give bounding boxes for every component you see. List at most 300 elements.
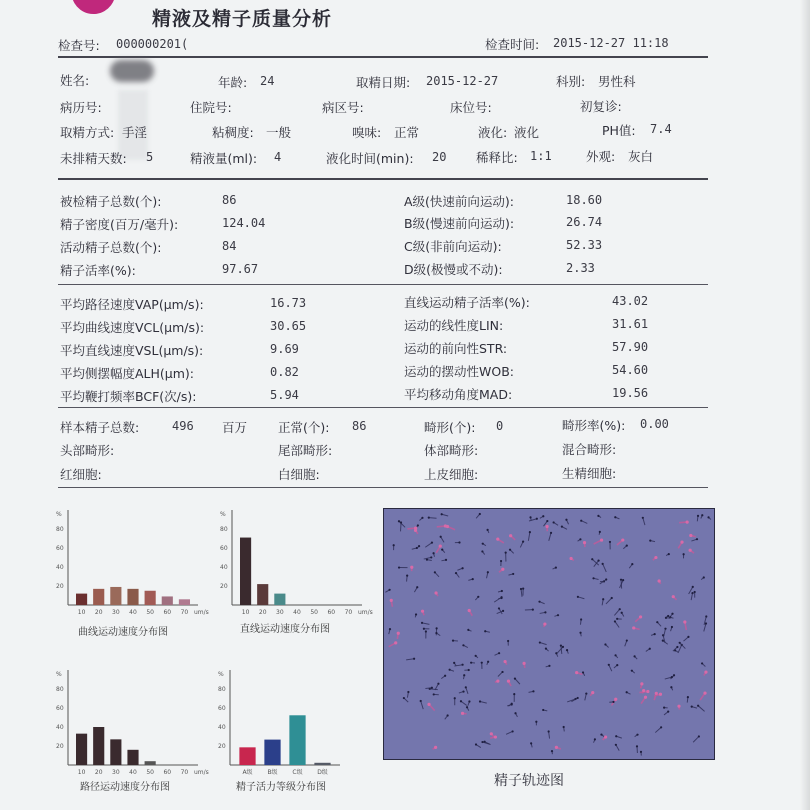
wbc-label: 白细胞: (278, 467, 320, 482)
liquefy-value: 液化 (514, 125, 540, 140)
kin-label-mad: 平均移动角度MAD: (404, 387, 513, 402)
sperm-cell (427, 703, 430, 706)
sperm-cell (420, 700, 422, 702)
sperm-cell (428, 517, 430, 519)
sperm-cell (522, 662, 525, 665)
chart-0-title: 曲线运动速度分布图 (78, 627, 168, 638)
sperm-cell (611, 597, 613, 599)
sperm-cell (445, 559, 447, 561)
sperm-cell (612, 701, 614, 703)
sperm-cell (482, 543, 484, 545)
sperm-cell (605, 578, 607, 580)
sperm-cell (632, 626, 635, 629)
sperm-cell (665, 617, 667, 619)
dilution-value: 1:1 (530, 149, 552, 163)
sperm-cell (484, 630, 486, 632)
chart-3-bar-3 (314, 763, 330, 765)
sperm-cell (614, 698, 617, 701)
sperm-cell (600, 733, 602, 735)
sperm-cell (421, 622, 423, 624)
normal-value: 86 (352, 419, 367, 433)
kin-label-alh: 平均侧摆幅度ALH(μm): (60, 366, 195, 381)
sperm-track (401, 523, 402, 532)
sperm-cell (433, 693, 435, 695)
sperm-cell (619, 608, 621, 610)
count-label-1: 精子密度(百万/毫升): (60, 217, 179, 232)
sperm-cell (626, 691, 628, 693)
sperm-cell (413, 658, 415, 660)
rbc-label: 红细胞: (60, 467, 102, 482)
sperm-cell (570, 557, 573, 560)
sperm-cell (579, 538, 581, 540)
sperm-cell (393, 544, 395, 546)
sperm-cell (579, 632, 581, 634)
chart-0-bar-4 (145, 591, 156, 605)
chart-2-xtick: 50 (146, 769, 154, 776)
chart-2-ytick: 60 (56, 705, 64, 712)
sperm-cell (475, 655, 477, 657)
sperm-cell (407, 691, 409, 693)
sperm-cell (479, 513, 481, 515)
kin-label-str: 运动的前向性STR: (404, 341, 508, 356)
sperm-cell (501, 568, 504, 571)
sperm-cell (577, 596, 579, 598)
sperm-cell (686, 520, 689, 523)
body-abnormal-label: 体部畸形: (424, 443, 479, 458)
sperm-cell (512, 573, 514, 575)
count-value-0: 86 (222, 193, 237, 207)
sperm-cell (500, 560, 502, 562)
sperm-cell (616, 664, 618, 666)
sperm-cell (614, 654, 616, 656)
sperm-cell (649, 648, 651, 650)
sperm-cell (557, 614, 559, 616)
sperm-cell (434, 746, 437, 749)
sperm-cell (514, 678, 516, 680)
chart-0-xtick: 50 (146, 609, 154, 616)
sperm-cell (660, 726, 662, 728)
sperm-cell (454, 697, 456, 699)
chart-0-bar-0 (76, 594, 87, 605)
chart-1-ytick: 20 (220, 583, 228, 590)
sperm-cell (692, 586, 694, 588)
ward-no-label: 病区号: (322, 100, 364, 115)
sperm-cell (577, 697, 579, 699)
chart-1-ytick: 80 (220, 526, 228, 533)
sperm-cell (580, 618, 582, 620)
chart-0-ylabel: % (56, 511, 62, 518)
sperm-cell (509, 534, 512, 537)
sperm-cell (421, 610, 424, 613)
sperm-cell (687, 636, 689, 638)
volume-value: 4 (274, 150, 282, 164)
kin-label-linear-rate: 直线运动精子活率(%): (404, 295, 530, 310)
sperm-cell (487, 571, 489, 573)
sperm-cell (696, 538, 698, 540)
sperm-cell (609, 541, 611, 543)
kin-label-vap: 平均路径速度VAP(μm/s): (60, 297, 204, 312)
sperm-cell (591, 691, 594, 694)
sperm-cell (481, 550, 483, 552)
chart-2-xtick: 30 (112, 769, 120, 776)
sperm-cell (551, 750, 553, 752)
sperm-cell (602, 563, 604, 565)
chart-2-ytick: 40 (56, 724, 64, 731)
sperm-cell (461, 712, 464, 715)
sperm-cell (406, 575, 408, 577)
sperm-cell (434, 591, 437, 594)
sperm-cell (418, 545, 420, 547)
sperm-cell (668, 553, 670, 555)
chart-3-ytick: 20 (218, 743, 226, 750)
sperm-cell (511, 703, 513, 705)
sperm-cell (667, 615, 669, 617)
volume-label: 精液量(ml): (190, 151, 258, 166)
sperm-cell (626, 639, 628, 641)
dept-value: 男性科 (598, 74, 636, 89)
sperm-cell (594, 738, 596, 740)
sperm-cell (646, 690, 649, 693)
count-label-3: 精子活率(%): (60, 263, 136, 278)
sperm-cell (490, 732, 493, 735)
sperm-cell (597, 515, 599, 517)
grade-value-b: 26.74 (566, 215, 603, 229)
chart-2-xtick: 10 (77, 769, 86, 776)
sperm-cell (621, 612, 623, 614)
sperm-cell (481, 741, 483, 743)
chart-1-ytick: 60 (220, 545, 228, 552)
age-label: 年龄: (218, 75, 248, 90)
sperm-cell (509, 549, 511, 551)
sperm-cell (390, 599, 393, 602)
sperm-cell (701, 514, 703, 516)
sperm-cell (468, 669, 470, 671)
sample-total-value: 496 (172, 419, 194, 433)
sperm-cell (532, 690, 534, 692)
sperm-cell (704, 671, 707, 674)
sperm-cell (539, 641, 541, 643)
chart-1-xtick: 10 (241, 609, 250, 616)
grade-value-d: 2.33 (566, 261, 595, 275)
grade-label-d: D级(极慢或不动): (404, 262, 503, 277)
sperm-cell (498, 607, 500, 609)
abstain-days-label: 未排精天数: (60, 151, 127, 166)
method-label: 取精方式: (60, 125, 115, 140)
sperm-cell (633, 655, 635, 657)
sperm-cell (545, 647, 547, 649)
sperm-cell (532, 609, 534, 611)
sperm-cell (529, 516, 531, 518)
sperm-cell (599, 531, 601, 533)
record-no-label: 病历号: (60, 100, 102, 115)
sperm-cell (658, 579, 661, 582)
sperm-cell (538, 601, 540, 603)
sperm-cell (553, 521, 555, 523)
sperm-cell (694, 591, 696, 593)
sperm-cell (398, 520, 400, 522)
kin-value-vsl: 9.69 (270, 342, 299, 356)
appearance-label: 外观: (586, 149, 616, 164)
sperm-cell (616, 618, 618, 620)
sperm-cell (449, 669, 451, 671)
liquefy-label: 液化: (478, 125, 508, 140)
chart-3-title: 精子活力等级分布图 (236, 782, 326, 793)
chart-2-bar-1 (93, 727, 104, 765)
sperm-cell (505, 552, 507, 554)
sperm-cell (465, 686, 467, 688)
sperm-cell (496, 680, 499, 683)
kin-value-lin: 31.61 (612, 317, 649, 331)
sperm-cell (580, 520, 582, 522)
sperm-cell (415, 613, 417, 615)
count-label-0: 被检精子总数(个): (60, 194, 162, 209)
chart-0-xtick: 70 (180, 609, 189, 616)
chart-3-xtick: A级 (242, 769, 253, 776)
count-value-3: 97.67 (222, 262, 259, 276)
sperm-cell (548, 730, 550, 732)
dilution-label: 稀释比: (476, 150, 518, 165)
exam-no-label: 检查号: (58, 38, 100, 53)
sperm-cell (502, 610, 504, 612)
sperm-cell (421, 517, 423, 519)
kin-value-str: 57.90 (612, 340, 649, 354)
kin-label-vcl: 平均曲线速度VCL(μm/s): (60, 320, 205, 335)
sperm-cell (522, 540, 524, 542)
abnormal-label: 畸形(个): (424, 420, 476, 435)
bed-no-label: 床位号: (450, 100, 492, 115)
sperm-cell (703, 576, 705, 578)
sperm-cell (436, 627, 438, 629)
sperm-cell (701, 662, 703, 664)
sample-unit: 百万 (222, 420, 248, 435)
grade-value-c: 52.33 (566, 238, 603, 252)
sperm-cell (529, 531, 531, 533)
sperm-cell (530, 742, 532, 744)
sperm-cell (608, 664, 610, 666)
sperm-cell (639, 615, 642, 618)
sperm-cell (441, 513, 443, 515)
kinematics-rule (58, 407, 708, 408)
sperm-cell (507, 640, 509, 642)
collect-date-value: 2015-12-27 (426, 74, 499, 88)
grade-label-c: C级(非前向运动): (404, 239, 502, 254)
sperm-cell (563, 726, 565, 728)
sperm-cell (621, 538, 624, 541)
sperm-cell (486, 529, 488, 531)
sperm-cell (565, 519, 567, 521)
sperm-cell (656, 621, 658, 623)
age-value: 24 (260, 74, 275, 88)
chart-0-ytick: 20 (56, 583, 64, 590)
sperm-cell (430, 556, 432, 558)
sperm-cell (403, 697, 405, 699)
sperm-cell (677, 705, 680, 708)
sperm-cell (592, 577, 594, 579)
sperm-cell (453, 662, 455, 664)
chart-1-ylabel: % (220, 511, 226, 518)
sperm-cell (614, 516, 616, 518)
chart-3-xtick: B级 (267, 769, 278, 776)
chart-3-ytick: 40 (218, 724, 226, 731)
sperm-cell (691, 592, 693, 594)
sperm-cell (501, 671, 503, 673)
sperm-cell (542, 709, 544, 711)
kin-label-lin: 运动的线性度LIN: (404, 318, 504, 333)
sperm-cell (582, 671, 584, 673)
sperm-cell (441, 549, 443, 551)
sperm-cell (467, 629, 469, 631)
sperm-cell (388, 589, 390, 591)
chart-1-xtick: 20 (258, 609, 267, 616)
sperm-cell (707, 516, 709, 518)
sperm-cell (468, 609, 471, 612)
sperm-cell (698, 735, 700, 737)
kin-value-vap: 16.73 (270, 296, 307, 310)
sperm-cell (620, 579, 622, 581)
sperm-cell (494, 735, 497, 738)
sperm-cell (671, 626, 673, 628)
chart-3-bar-1 (264, 740, 280, 765)
sperm-cell (622, 579, 624, 581)
chart-3-xtick: D级 (317, 769, 328, 776)
chart-2-bar-0 (76, 734, 87, 765)
sperm-cell (546, 520, 548, 522)
trajectory-background (383, 508, 715, 760)
sperm-cell (697, 705, 699, 707)
sperm-cell (697, 515, 699, 517)
sperm-cell (522, 588, 524, 590)
sperm-cell (498, 652, 500, 654)
kin-label-vsl: 平均直线速度VSL(μm/s): (60, 343, 204, 358)
sperm-cell (662, 640, 664, 642)
chart-0-bar-5 (162, 596, 173, 605)
sperm-cell (562, 646, 564, 648)
sperm-cell (640, 682, 643, 685)
sperm-cell (389, 628, 391, 630)
sperm-cell (705, 615, 707, 617)
sperm-cell (425, 630, 427, 632)
sperm-cell (437, 683, 439, 685)
chart-0-xtick: 30 (112, 609, 120, 616)
sperm-cell (691, 706, 693, 708)
report-title: 精液及精子质量分析 (152, 8, 333, 30)
sperm-cell (642, 517, 644, 519)
viscosity-label: 粘稠度: (212, 125, 254, 140)
chart-2-title: 路径运动速度分布图 (80, 782, 170, 793)
sperm-cell (654, 556, 657, 559)
sperm-cell (479, 700, 481, 702)
sperm-cell (614, 620, 616, 622)
sperm-cell (477, 596, 479, 598)
sperm-cell (444, 675, 446, 677)
sperm-cell (604, 643, 606, 645)
chart-3-ylabel: % (218, 671, 224, 678)
name-label: 姓名: (60, 73, 90, 88)
odor-value: 正常 (394, 125, 420, 140)
chart-0-xunit: um/s (194, 609, 209, 616)
chart-2-bar-2 (110, 739, 121, 765)
chart-0-bar-2 (110, 587, 121, 605)
collect-date-label: 取精日期: (356, 75, 411, 90)
redacted-name (110, 60, 154, 82)
chart-3-xtick: C级 (292, 769, 303, 776)
odor-label: 嗅味: (352, 125, 382, 140)
sperm-cell (680, 541, 683, 544)
sperm-cell (512, 730, 514, 732)
grade-label-b: B级(慢速前向运动): (404, 216, 515, 231)
sperm-cell (417, 524, 419, 526)
sperm-cell (435, 632, 437, 634)
sperm-cell (455, 572, 457, 574)
sperm-cell (398, 566, 400, 568)
sperm-cell (550, 532, 552, 534)
sperm-cell (472, 578, 474, 580)
sperm-cell (400, 521, 402, 523)
chart-0-xtick: 10 (77, 609, 86, 616)
chart-2-ytick: 20 (56, 743, 64, 750)
chart-1-title: 直线运动速度分布图 (240, 624, 330, 635)
sperm-cell (649, 540, 651, 542)
counts-rule (58, 284, 708, 285)
sperm-cell (545, 525, 548, 528)
sperm-track (621, 580, 622, 589)
sperm-cell (671, 676, 673, 678)
sperm-cell (501, 590, 503, 592)
page-edge-shadow (800, 0, 810, 810)
sperm-cell (676, 646, 678, 648)
liq-time-value: 20 (432, 150, 447, 164)
sperm-cell (687, 696, 689, 698)
sperm-cell (461, 567, 463, 569)
sperm-cell (575, 671, 578, 674)
count-value-2: 84 (222, 239, 237, 253)
sperm-cell (458, 541, 460, 543)
sperm-cell (654, 633, 656, 635)
sperm-cell (514, 712, 516, 714)
sperm-cell (520, 588, 522, 590)
chart-3-ytick: 60 (218, 705, 226, 712)
chart-0-ytick: 80 (56, 526, 64, 533)
chart-1-bar-2 (274, 594, 285, 605)
chart-0-xtick: 40 (129, 609, 137, 616)
appearance-value: 灰白 (628, 149, 654, 164)
head-abnormal-label: 头部畸形: (60, 443, 115, 458)
sperm-cell (604, 735, 607, 738)
sperm-cell (561, 526, 563, 528)
sperm-cell (642, 689, 645, 692)
sperm-cell (542, 515, 544, 517)
sperm-cell (615, 735, 617, 737)
sperm-cell (414, 526, 417, 529)
sperm-cell (460, 700, 462, 702)
chart-0-xtick: 60 (163, 609, 172, 616)
sperm-cell (591, 558, 593, 560)
sperm-cell (434, 571, 436, 573)
epithelial-label: 上皮细胞: (424, 467, 479, 482)
chart-2-xtick: 60 (163, 769, 172, 776)
chart-2-bar-4 (145, 761, 156, 765)
sperm-cell (481, 662, 483, 664)
method-value: 手淫 (122, 125, 148, 140)
count-label-2: 活动精子总数(个): (60, 240, 162, 255)
grade-label-a: A级(快速前向运动): (404, 194, 515, 209)
sperm-cell (475, 743, 477, 745)
viscosity-value: 一般 (266, 125, 292, 140)
sperm-cell (548, 665, 550, 667)
chart-0-bar-3 (127, 589, 138, 605)
sperm-cell (470, 662, 472, 664)
morphology-rule (58, 487, 708, 488)
